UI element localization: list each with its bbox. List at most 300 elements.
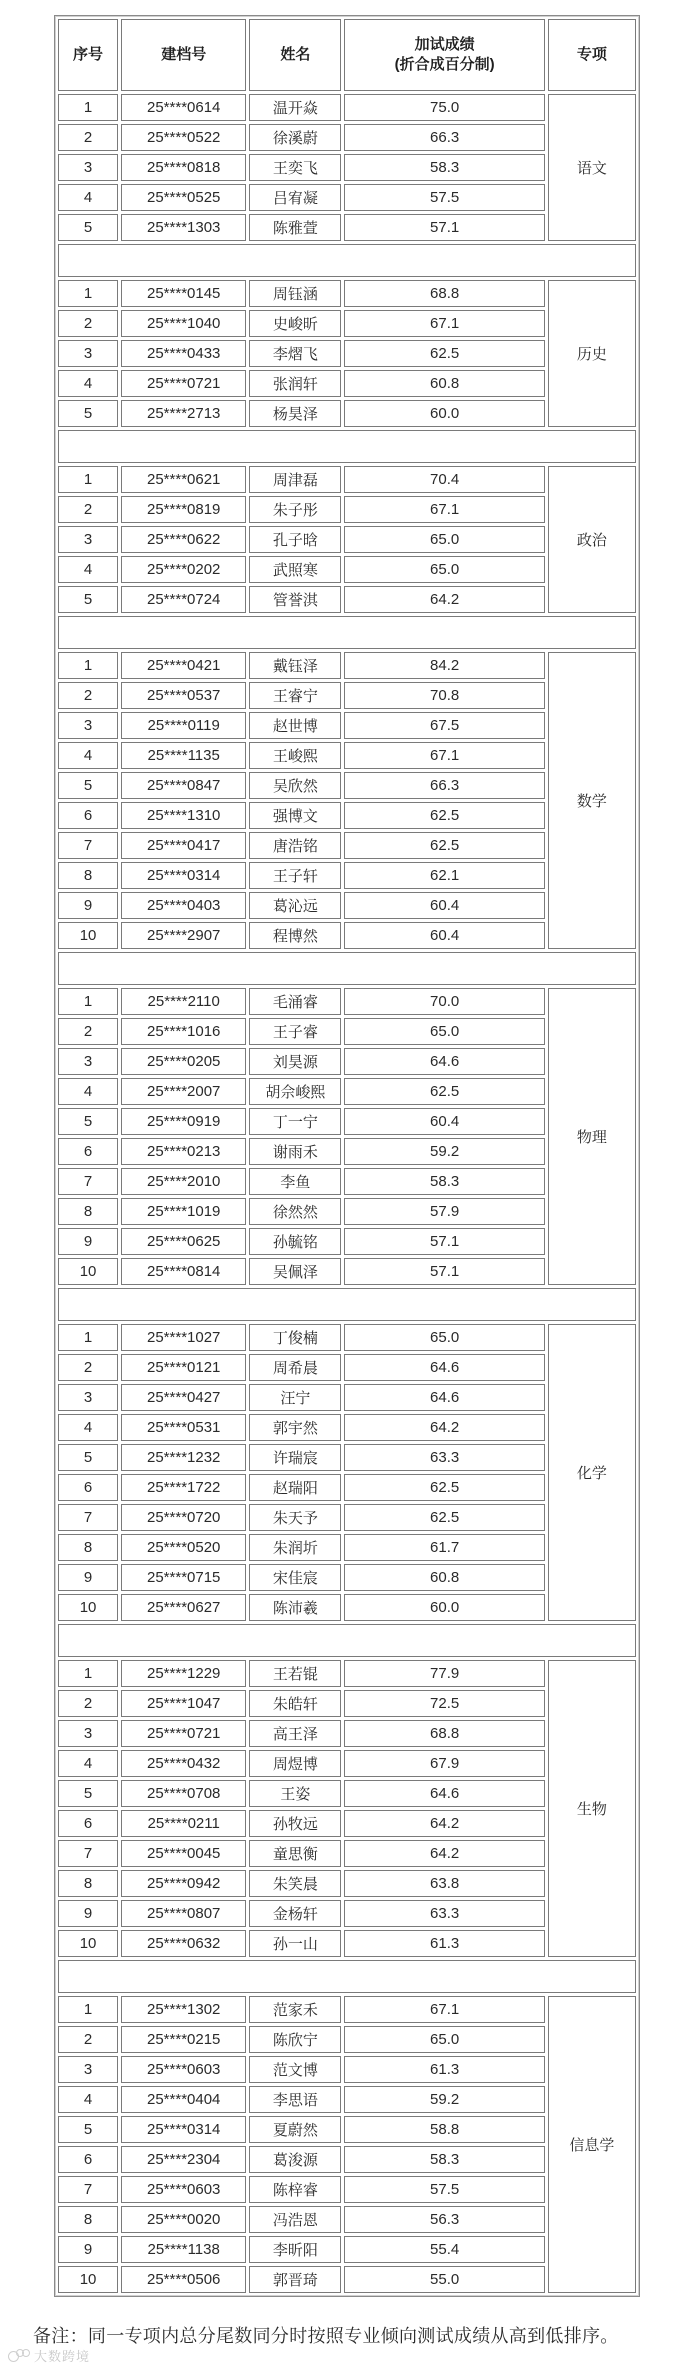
row-file-no: 25****2110 [121, 988, 246, 1015]
row-name: 宋佳宸 [249, 1564, 341, 1591]
row-name: 孔子晗 [249, 526, 341, 553]
row-score: 64.2 [344, 586, 544, 613]
row-file-no: 25****0622 [121, 526, 246, 553]
row-file-no: 25****0045 [121, 1840, 246, 1867]
row-index: 9 [58, 1228, 118, 1255]
row-name: 谢雨禾 [249, 1138, 341, 1165]
row-score: 67.9 [344, 1750, 544, 1777]
row-file-no: 25****0625 [121, 1228, 246, 1255]
row-file-no: 25****2007 [121, 1078, 246, 1105]
row-index: 1 [58, 280, 118, 307]
row-score: 70.0 [344, 988, 544, 1015]
row-index: 9 [58, 2236, 118, 2263]
row-index: 5 [58, 214, 118, 241]
row-name: 陈梓睿 [249, 2176, 341, 2203]
row-score: 63.8 [344, 1870, 544, 1897]
row-score: 58.3 [344, 2146, 544, 2173]
row-index: 5 [58, 2116, 118, 2143]
row-name: 夏蔚然 [249, 2116, 341, 2143]
row-index: 7 [58, 2176, 118, 2203]
row-name: 孙一山 [249, 1930, 341, 1957]
row-index: 1 [58, 1660, 118, 1687]
subject-cell: 生物 [548, 1660, 636, 1957]
row-file-no: 25****0603 [121, 2176, 246, 2203]
row-file-no: 25****0942 [121, 1870, 246, 1897]
row-index: 2 [58, 124, 118, 151]
row-score: 61.3 [344, 2056, 544, 2083]
row-index: 6 [58, 802, 118, 829]
header-file-no: 建档号 [121, 19, 246, 91]
row-name: 汪宁 [249, 1384, 341, 1411]
row-score: 55.0 [344, 2266, 544, 2293]
row-name: 温开焱 [249, 94, 341, 121]
row-name: 朱润圻 [249, 1534, 341, 1561]
row-index: 2 [58, 1018, 118, 1045]
row-score: 60.0 [344, 400, 544, 427]
row-index: 7 [58, 832, 118, 859]
row-file-no: 25****0145 [121, 280, 246, 307]
row-name: 赵世博 [249, 712, 341, 739]
row-file-no: 25****0807 [121, 1900, 246, 1927]
row-index: 3 [58, 340, 118, 367]
row-index: 3 [58, 712, 118, 739]
row-score: 64.6 [344, 1384, 544, 1411]
section-separator [58, 1960, 636, 1993]
row-file-no: 25****0819 [121, 496, 246, 523]
row-score: 64.2 [344, 1810, 544, 1837]
row-name: 周津磊 [249, 466, 341, 493]
row-index: 6 [58, 2146, 118, 2173]
row-file-no: 25****0724 [121, 586, 246, 613]
row-index: 5 [58, 586, 118, 613]
row-file-no: 25****2304 [121, 2146, 246, 2173]
row-index: 6 [58, 1138, 118, 1165]
row-score: 62.5 [344, 832, 544, 859]
section-separator [58, 616, 636, 649]
row-score: 59.2 [344, 2086, 544, 2113]
row-index: 1 [58, 1324, 118, 1351]
row-score: 64.2 [344, 1414, 544, 1441]
row-index: 4 [58, 742, 118, 769]
row-score: 67.1 [344, 496, 544, 523]
row-score: 64.6 [344, 1048, 544, 1075]
row-file-no: 25****0721 [121, 370, 246, 397]
row-name: 毛涌睿 [249, 988, 341, 1015]
row-name: 孙牧远 [249, 1810, 341, 1837]
row-name: 唐浩铭 [249, 832, 341, 859]
section-separator [58, 430, 636, 463]
row-index: 1 [58, 94, 118, 121]
row-name: 杨昊泽 [249, 400, 341, 427]
row-score: 60.4 [344, 922, 544, 949]
row-score: 65.0 [344, 1018, 544, 1045]
row-index: 9 [58, 1900, 118, 1927]
table-row [58, 1324, 636, 1351]
row-file-no: 25****1229 [121, 1660, 246, 1687]
row-index: 8 [58, 1198, 118, 1225]
row-name: 朱笑晨 [249, 1870, 341, 1897]
row-file-no: 25****0213 [121, 1138, 246, 1165]
row-index: 9 [58, 892, 118, 919]
row-name: 朱天予 [249, 1504, 341, 1531]
row-file-no: 25****0603 [121, 2056, 246, 2083]
row-index: 3 [58, 154, 118, 181]
row-name: 李思语 [249, 2086, 341, 2113]
table-row [58, 652, 636, 679]
section-separator-row [58, 244, 636, 277]
section-separator [58, 952, 636, 985]
row-name: 郭晋琦 [249, 2266, 341, 2293]
row-file-no: 25****0314 [121, 2116, 246, 2143]
row-score: 64.2 [344, 1840, 544, 1867]
row-name: 陈沛羲 [249, 1594, 341, 1621]
row-score: 67.1 [344, 310, 544, 337]
row-name: 王子轩 [249, 862, 341, 889]
row-score: 62.5 [344, 1474, 544, 1501]
row-name: 周煜博 [249, 1750, 341, 1777]
row-file-no: 25****0432 [121, 1750, 246, 1777]
row-file-no: 25****0211 [121, 1810, 246, 1837]
row-index: 7 [58, 1504, 118, 1531]
row-score: 57.5 [344, 2176, 544, 2203]
row-index: 10 [58, 2266, 118, 2293]
section-separator-row [58, 616, 636, 649]
row-name: 金杨轩 [249, 1900, 341, 1927]
row-index: 1 [58, 652, 118, 679]
watermark [8, 2346, 90, 2365]
row-index: 3 [58, 2056, 118, 2083]
row-index: 2 [58, 496, 118, 523]
row-score: 68.8 [344, 280, 544, 307]
row-name: 程博然 [249, 922, 341, 949]
row-index: 3 [58, 526, 118, 553]
row-file-no: 25****0818 [121, 154, 246, 181]
row-score: 65.0 [344, 556, 544, 583]
row-score: 63.3 [344, 1444, 544, 1471]
table-row [58, 280, 636, 307]
row-name: 李鱼 [249, 1168, 341, 1195]
row-file-no: 25****0919 [121, 1108, 246, 1135]
row-index: 8 [58, 2206, 118, 2233]
section-separator-row [58, 952, 636, 985]
row-name: 李昕阳 [249, 2236, 341, 2263]
row-score: 58.8 [344, 2116, 544, 2143]
row-score: 77.9 [344, 1660, 544, 1687]
row-index: 8 [58, 1870, 118, 1897]
row-index: 4 [58, 556, 118, 583]
row-name: 武照寒 [249, 556, 341, 583]
row-name: 胡佘峻熙 [249, 1078, 341, 1105]
row-file-no: 25****0721 [121, 1720, 246, 1747]
row-name: 范文博 [249, 2056, 341, 2083]
row-file-no: 25****0314 [121, 862, 246, 889]
row-score: 55.4 [344, 2236, 544, 2263]
table-row [58, 94, 636, 121]
row-index: 4 [58, 1750, 118, 1777]
row-name: 孙毓铭 [249, 1228, 341, 1255]
row-file-no: 25****1040 [121, 310, 246, 337]
row-score: 63.3 [344, 1900, 544, 1927]
row-file-no: 25****1135 [121, 742, 246, 769]
row-file-no: 25****0205 [121, 1048, 246, 1075]
table-row [58, 1660, 636, 1687]
row-file-no: 25****0215 [121, 2026, 246, 2053]
row-name: 朱子彤 [249, 496, 341, 523]
row-name: 葛浚源 [249, 2146, 341, 2173]
header-score-line2: (折合成百分制) [394, 56, 495, 73]
row-file-no: 25****0119 [121, 712, 246, 739]
row-score: 72.5 [344, 1690, 544, 1717]
row-name: 周希晨 [249, 1354, 341, 1381]
row-index: 6 [58, 1810, 118, 1837]
row-index: 2 [58, 682, 118, 709]
table-header-row [58, 19, 636, 91]
row-score: 67.1 [344, 1996, 544, 2023]
row-score: 62.5 [344, 1078, 544, 1105]
row-file-no: 25****1232 [121, 1444, 246, 1471]
row-index: 9 [58, 1564, 118, 1591]
row-score: 65.0 [344, 1324, 544, 1351]
row-file-no: 25****0121 [121, 1354, 246, 1381]
row-score: 61.3 [344, 1930, 544, 1957]
row-name: 吕宥凝 [249, 184, 341, 211]
row-name: 周钰涵 [249, 280, 341, 307]
row-name: 徐然然 [249, 1198, 341, 1225]
row-file-no: 25****1027 [121, 1324, 246, 1351]
watermark-text: 大数跨境 [34, 2349, 91, 2364]
row-index: 5 [58, 1108, 118, 1135]
row-file-no: 25****0520 [121, 1534, 246, 1561]
header-name: 姓名 [249, 19, 341, 91]
subject-cell: 物理 [548, 988, 636, 1285]
row-name: 张润轩 [249, 370, 341, 397]
score-table [54, 15, 640, 2297]
row-score: 70.8 [344, 682, 544, 709]
row-index: 8 [58, 1534, 118, 1561]
subject-cell: 数学 [548, 652, 636, 949]
section-separator-row [58, 1624, 636, 1657]
row-name: 朱皓轩 [249, 1690, 341, 1717]
header-subject: 专项 [548, 19, 636, 91]
row-index: 2 [58, 1690, 118, 1717]
row-index: 10 [58, 1930, 118, 1957]
row-score: 62.5 [344, 802, 544, 829]
row-file-no: 25****0403 [121, 892, 246, 919]
header-score-line1: 加试成绩 [414, 36, 475, 53]
row-index: 8 [58, 862, 118, 889]
row-name: 高王泽 [249, 1720, 341, 1747]
row-index: 10 [58, 922, 118, 949]
row-score: 57.5 [344, 184, 544, 211]
row-name: 丁俊楠 [249, 1324, 341, 1351]
subject-cell: 信息学 [548, 1996, 636, 2293]
row-name: 吴佩泽 [249, 1258, 341, 1285]
row-file-no: 25****0621 [121, 466, 246, 493]
row-name: 强博文 [249, 802, 341, 829]
row-name: 葛沁远 [249, 892, 341, 919]
row-file-no: 25****0614 [121, 94, 246, 121]
section-separator-row [58, 1288, 636, 1321]
row-name: 冯浩恩 [249, 2206, 341, 2233]
row-score: 65.0 [344, 526, 544, 553]
row-index: 4 [58, 370, 118, 397]
row-score: 66.3 [344, 772, 544, 799]
row-name: 王子睿 [249, 1018, 341, 1045]
row-name: 王峻熙 [249, 742, 341, 769]
row-index: 3 [58, 1720, 118, 1747]
section-separator-row [58, 1960, 636, 1993]
row-file-no: 25****1722 [121, 1474, 246, 1501]
row-index: 10 [58, 1258, 118, 1285]
section-separator [58, 1288, 636, 1321]
row-file-no: 25****0433 [121, 340, 246, 367]
row-file-no: 25****0847 [121, 772, 246, 799]
subject-cell: 历史 [548, 280, 636, 427]
row-index: 1 [58, 988, 118, 1015]
row-score: 75.0 [344, 94, 544, 121]
row-index: 2 [58, 1354, 118, 1381]
row-score: 61.7 [344, 1534, 544, 1561]
row-file-no: 25****0020 [121, 2206, 246, 2233]
row-file-no: 25****2010 [121, 1168, 246, 1195]
row-score: 60.8 [344, 1564, 544, 1591]
row-index: 4 [58, 2086, 118, 2113]
row-name: 李熠飞 [249, 340, 341, 367]
row-file-no: 25****0417 [121, 832, 246, 859]
row-name: 赵瑞阳 [249, 1474, 341, 1501]
row-score: 66.3 [344, 124, 544, 151]
row-file-no: 25****1016 [121, 1018, 246, 1045]
row-file-no: 25****0632 [121, 1930, 246, 1957]
row-file-no: 25****0814 [121, 1258, 246, 1285]
footnote: 备注：同一专项内总分尾数同分时按照专业倾向测试成绩从高到低排序。 [33, 2326, 619, 2347]
row-file-no: 25****0708 [121, 1780, 246, 1807]
table-row [58, 1996, 636, 2023]
section-separator-row [58, 430, 636, 463]
row-score: 57.9 [344, 1198, 544, 1225]
row-name: 王若锟 [249, 1660, 341, 1687]
row-index: 5 [58, 772, 118, 799]
row-name: 许瑞宸 [249, 1444, 341, 1471]
subject-cell: 语文 [548, 94, 636, 241]
row-name: 史峻昕 [249, 310, 341, 337]
row-name: 刘昊源 [249, 1048, 341, 1075]
row-score: 57.1 [344, 1258, 544, 1285]
row-index: 6 [58, 1474, 118, 1501]
row-index: 10 [58, 1594, 118, 1621]
row-score: 84.2 [344, 652, 544, 679]
row-file-no: 25****1047 [121, 1690, 246, 1717]
row-file-no: 25****0427 [121, 1384, 246, 1411]
row-file-no: 25****1302 [121, 1996, 246, 2023]
row-score: 59.2 [344, 1138, 544, 1165]
row-name: 郭宇然 [249, 1414, 341, 1441]
row-file-no: 25****0715 [121, 1564, 246, 1591]
row-score: 58.3 [344, 154, 544, 181]
row-file-no: 25****0525 [121, 184, 246, 211]
row-index: 5 [58, 1780, 118, 1807]
row-file-no: 25****0720 [121, 1504, 246, 1531]
row-file-no: 25****2907 [121, 922, 246, 949]
row-name: 丁一宁 [249, 1108, 341, 1135]
row-score: 68.8 [344, 1720, 544, 1747]
row-index: 5 [58, 400, 118, 427]
row-index: 4 [58, 1078, 118, 1105]
row-name: 陈雅萱 [249, 214, 341, 241]
row-file-no: 25****1303 [121, 214, 246, 241]
row-name: 王奕飞 [249, 154, 341, 181]
row-file-no: 25****1138 [121, 2236, 246, 2263]
row-file-no: 25****2713 [121, 400, 246, 427]
row-index: 4 [58, 1414, 118, 1441]
row-index: 4 [58, 184, 118, 211]
row-file-no: 25****0531 [121, 1414, 246, 1441]
row-score: 67.5 [344, 712, 544, 739]
row-score: 60.4 [344, 892, 544, 919]
row-score: 56.3 [344, 2206, 544, 2233]
row-score: 62.5 [344, 1504, 544, 1531]
row-name: 童思衡 [249, 1840, 341, 1867]
row-file-no: 25****1019 [121, 1198, 246, 1225]
subject-cell: 化学 [548, 1324, 636, 1621]
row-score: 62.1 [344, 862, 544, 889]
row-name: 徐溪蔚 [249, 124, 341, 151]
header-index: 序号 [58, 19, 118, 91]
row-index: 1 [58, 466, 118, 493]
row-index: 7 [58, 1168, 118, 1195]
row-file-no: 25****0202 [121, 556, 246, 583]
row-index: 7 [58, 1840, 118, 1867]
row-score: 57.1 [344, 214, 544, 241]
row-score: 62.5 [344, 340, 544, 367]
row-file-no: 25****0506 [121, 2266, 246, 2293]
row-score: 60.4 [344, 1108, 544, 1135]
row-index: 2 [58, 310, 118, 337]
section-separator [58, 244, 636, 277]
table-row [58, 988, 636, 1015]
row-name: 吴欣然 [249, 772, 341, 799]
row-name: 陈欣宁 [249, 2026, 341, 2053]
row-score: 64.6 [344, 1354, 544, 1381]
row-score: 60.8 [344, 370, 544, 397]
row-score: 58.3 [344, 1168, 544, 1195]
row-score: 65.0 [344, 2026, 544, 2053]
row-name: 管誉淇 [249, 586, 341, 613]
table-body [58, 94, 636, 2293]
row-score: 70.4 [344, 466, 544, 493]
row-index: 2 [58, 2026, 118, 2053]
row-score: 60.0 [344, 1594, 544, 1621]
row-score: 67.1 [344, 742, 544, 769]
row-name: 戴钰泽 [249, 652, 341, 679]
table-row [58, 466, 636, 493]
row-file-no: 25****1310 [121, 802, 246, 829]
row-file-no: 25****0404 [121, 2086, 246, 2113]
score-table-container [54, 15, 640, 2297]
row-index: 5 [58, 1444, 118, 1471]
subject-cell: 政治 [548, 466, 636, 613]
row-index: 3 [58, 1384, 118, 1411]
row-name: 王睿宁 [249, 682, 341, 709]
section-separator [58, 1624, 636, 1657]
camera-logo-icon [8, 2349, 30, 2363]
row-score: 64.6 [344, 1780, 544, 1807]
row-name: 范家禾 [249, 1996, 341, 2023]
row-index: 1 [58, 1996, 118, 2023]
row-index: 3 [58, 1048, 118, 1075]
row-score: 57.1 [344, 1228, 544, 1255]
row-file-no: 25****0522 [121, 124, 246, 151]
